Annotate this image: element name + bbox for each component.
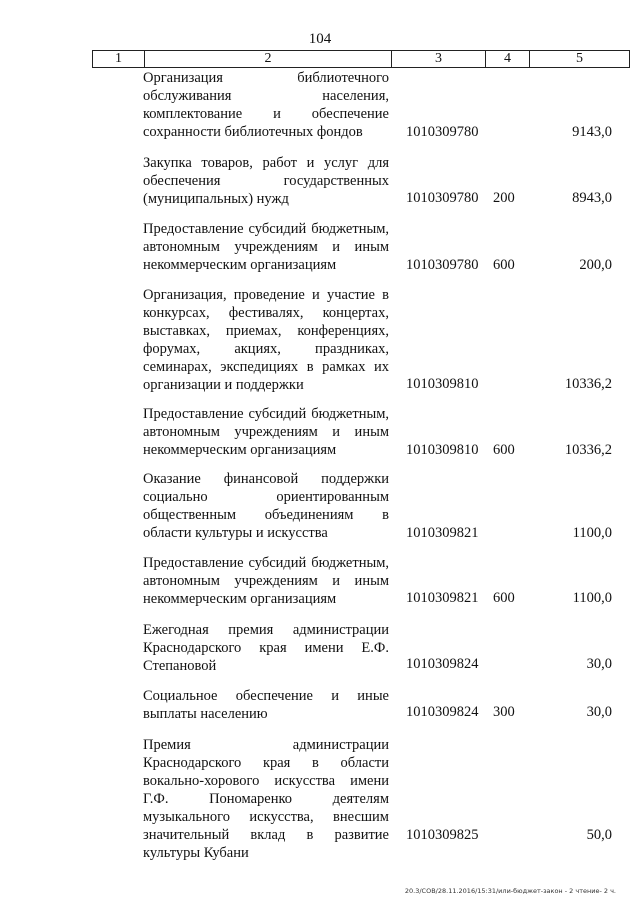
row-code: 1010309810 [406, 376, 479, 392]
row-amount: 30,0 [586, 704, 612, 720]
row-code: 1010309780 [406, 190, 479, 206]
row-amount: 8943,0 [572, 190, 612, 206]
row-code: 1010309821 [406, 525, 479, 541]
page-number: 104 [308, 31, 332, 47]
row-amount: 30,0 [586, 656, 612, 672]
row-description: Социальное обеспечение и иные выплаты населению [143, 688, 389, 722]
row-description: Оказание финансовой поддержки социально ориентированным общественным объединениям в области культуры и искусства [143, 471, 389, 541]
row-amount: 50,0 [586, 827, 612, 843]
row-code: 1010309824 [406, 656, 479, 672]
row-code: 1010309825 [406, 827, 479, 843]
column-header-2: 2 [145, 51, 392, 68]
row-amount: 1100,0 [572, 590, 612, 606]
row-code: 1010309780 [406, 124, 479, 140]
row-description: Ежегодная премия администрации Краснодарского края имени Е.Ф. Степановой [143, 622, 389, 674]
row-description: Закупка товаров, работ и услуг для обеспечения государственных (муниципальных) нужд [143, 155, 389, 207]
row-description: Организация библиотечного обслуживания населения, комплектование и обеспечение сохранности библиотечных фондов [143, 70, 389, 140]
column-header-4: 4 [486, 51, 530, 68]
row-vr: 600 [493, 442, 515, 458]
row-amount: 10336,2 [564, 376, 612, 392]
row-description: Организация, проведение и участие в конкурсах, фестивалях, концертах, выставках, приемах, конференциях, форумах, акциях, праздниках, семинарах, экспедициях в рамках их организации и поддержки [143, 287, 389, 393]
row-description: Премия администрации Краснодарского края в области вокально-хорового искусства имени Г.Ф. Пономаренко деятелям музыкального искусства, внесшим значительный вклад в развитие культуры Кубани [143, 737, 389, 861]
column-header-1: 1 [93, 51, 145, 68]
row-vr: 300 [493, 704, 515, 720]
row-code: 1010309821 [406, 590, 479, 606]
column-header-row [92, 50, 630, 68]
row-description: Предоставление субсидий бюджетным, автономным учреждениям и иным некоммерческим организациям [143, 555, 389, 607]
row-amount: 1100,0 [572, 525, 612, 541]
row-amount: 200,0 [579, 257, 612, 273]
row-code: 1010309824 [406, 704, 479, 720]
row-description: Предоставление субсидий бюджетным, автономным учреждениям и иным некоммерческим организациям [143, 221, 389, 273]
row-code: 1010309810 [406, 442, 479, 458]
footer-note: 20.3/СОВ/28.11.2016/15:31/или-бюджет-закон - 2 чтение- 2 ч. [404, 887, 616, 895]
row-vr: 600 [493, 257, 515, 273]
row-amount: 10336,2 [564, 442, 612, 458]
column-header-5: 5 [530, 51, 630, 68]
row-amount: 9143,0 [572, 124, 612, 140]
column-header-3: 3 [392, 51, 486, 68]
row-vr: 200 [493, 190, 515, 206]
row-description: Предоставление субсидий бюджетным, автономным учреждениям и иным некоммерческим организациям [143, 406, 389, 458]
row-vr: 600 [493, 590, 515, 606]
row-code: 1010309780 [406, 257, 479, 273]
